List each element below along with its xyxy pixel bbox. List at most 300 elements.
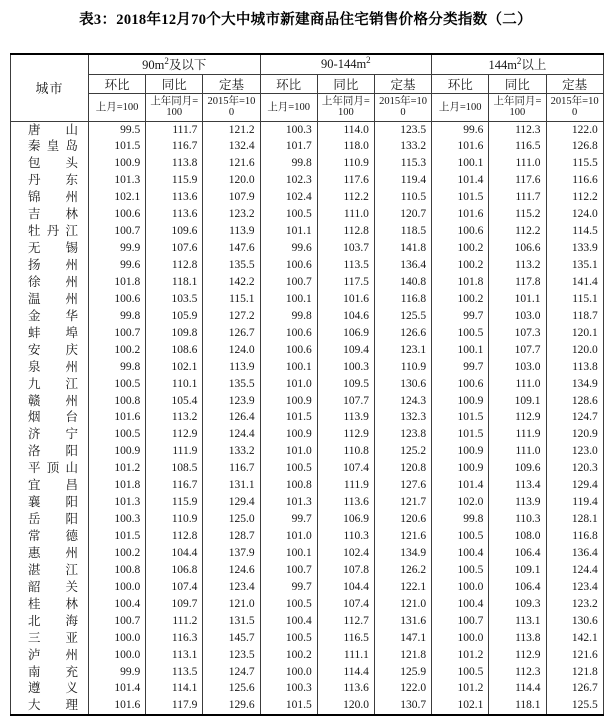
table-row	[11, 138, 604, 155]
base-header-prev-year-2: 上年同月=100	[317, 93, 374, 121]
index-value: 136.4	[374, 257, 431, 274]
index-value: 99.7	[432, 359, 489, 376]
index-value: 110.9	[317, 155, 374, 172]
index-value: 100.1	[260, 291, 317, 308]
index-value: 100.3	[260, 121, 317, 138]
index-value: 100.9	[432, 393, 489, 410]
index-value: 100.0	[89, 579, 146, 596]
index-value: 109.6	[146, 223, 203, 240]
index-value: 136.4	[546, 545, 603, 562]
index-value: 121.2	[203, 121, 260, 138]
city-name: 金华	[28, 308, 78, 323]
index-value: 100.0	[432, 630, 489, 647]
index-value: 113.6	[317, 494, 374, 511]
index-value: 130.7	[374, 697, 431, 715]
index-value: 100.2	[89, 342, 146, 359]
metric-header-fixed-base-1: 定基	[203, 74, 260, 93]
index-value: 132.4	[203, 138, 260, 155]
city-name-cell	[11, 409, 89, 426]
index-value: 109.4	[317, 342, 374, 359]
index-value: 99.6	[89, 257, 146, 274]
index-value: 100.0	[432, 579, 489, 596]
index-value: 112.7	[317, 613, 374, 630]
index-value: 103.7	[317, 240, 374, 257]
city-name: 泉州	[28, 359, 78, 374]
index-value: 116.7	[203, 460, 260, 477]
index-value: 141.4	[546, 274, 603, 291]
index-value: 135.5	[203, 257, 260, 274]
index-value: 134.9	[546, 376, 603, 393]
index-value: 100.7	[260, 562, 317, 579]
index-value: 125.0	[203, 511, 260, 528]
index-value: 100.8	[260, 477, 317, 494]
index-value: 115.9	[146, 494, 203, 511]
index-value: 109.1	[489, 562, 546, 579]
index-value: 111.0	[317, 206, 374, 223]
index-value: 131.5	[203, 613, 260, 630]
base-header-prev-month-3: 上月=100	[432, 93, 489, 121]
index-value: 119.4	[546, 494, 603, 511]
index-value: 101.0	[260, 443, 317, 460]
city-name-cell	[11, 155, 89, 172]
index-value: 123.5	[374, 121, 431, 138]
index-value: 109.1	[489, 393, 546, 410]
index-value: 112.9	[489, 647, 546, 664]
city-name-cell	[11, 223, 89, 240]
index-value: 116.6	[546, 172, 603, 189]
index-value: 124.4	[546, 562, 603, 579]
index-value: 100.4	[432, 596, 489, 613]
city-name: 无锡	[28, 241, 78, 256]
table-row	[11, 376, 604, 393]
table-header	[11, 54, 604, 121]
city-name-cell	[11, 291, 89, 308]
index-value: 126.6	[374, 325, 431, 342]
index-value: 99.9	[89, 664, 146, 681]
index-value: 100.6	[260, 325, 317, 342]
index-value: 101.1	[489, 291, 546, 308]
index-value: 133.2	[374, 138, 431, 155]
index-value: 129.4	[203, 494, 260, 511]
index-value: 118.0	[317, 138, 374, 155]
index-value: 109.5	[317, 376, 374, 393]
index-value: 102.1	[146, 359, 203, 376]
city-name: 锦州	[28, 190, 78, 205]
index-value: 109.7	[146, 596, 203, 613]
index-value: 100.9	[260, 393, 317, 410]
index-value: 100.9	[432, 460, 489, 477]
city-name-cell	[11, 460, 89, 477]
city-name: 吉林	[28, 207, 78, 222]
city-name: 湛江	[28, 562, 78, 577]
index-value: 105.4	[146, 393, 203, 410]
index-value: 101.3	[89, 494, 146, 511]
index-value: 100.7	[432, 613, 489, 630]
index-value: 140.8	[374, 274, 431, 291]
index-value: 128.6	[546, 393, 603, 410]
city-name-cell	[11, 664, 89, 681]
index-value: 116.3	[146, 630, 203, 647]
table-row	[11, 409, 604, 426]
index-value: 113.9	[203, 359, 260, 376]
index-value: 100.9	[260, 426, 317, 443]
index-value: 101.2	[432, 647, 489, 664]
index-value: 115.1	[546, 291, 603, 308]
index-value: 100.4	[89, 596, 146, 613]
index-value: 108.0	[489, 528, 546, 545]
index-value: 113.2	[146, 409, 203, 426]
table-row	[11, 443, 604, 460]
index-value: 111.9	[317, 477, 374, 494]
index-value: 111.0	[489, 376, 546, 393]
index-value: 100.2	[432, 257, 489, 274]
index-value: 115.2	[489, 206, 546, 223]
index-value: 123.4	[203, 579, 260, 596]
index-value: 113.6	[146, 206, 203, 223]
table-row	[11, 257, 604, 274]
index-value: 119.4	[374, 172, 431, 189]
index-value: 100.0	[89, 630, 146, 647]
group-header-row	[11, 54, 604, 74]
index-value: 111.0	[489, 155, 546, 172]
index-value: 132.3	[374, 409, 431, 426]
index-value: 100.8	[89, 562, 146, 579]
index-value: 112.9	[146, 426, 203, 443]
index-value: 113.9	[489, 494, 546, 511]
index-value: 125.6	[203, 680, 260, 697]
index-value: 101.3	[89, 172, 146, 189]
index-value: 113.4	[489, 477, 546, 494]
index-value: 123.5	[203, 647, 260, 664]
city-name: 韶关	[28, 579, 78, 594]
index-value: 117.6	[317, 172, 374, 189]
group-header-90-144	[260, 54, 432, 74]
index-value: 147.6	[203, 240, 260, 257]
index-value: 127.2	[203, 308, 260, 325]
index-value: 100.3	[260, 680, 317, 697]
index-value: 107.4	[317, 460, 374, 477]
base-header-2015-2: 2015年=100	[374, 93, 431, 121]
index-value: 101.6	[89, 697, 146, 715]
index-value: 115.3	[374, 155, 431, 172]
index-value: 106.6	[489, 240, 546, 257]
index-value: 117.9	[146, 697, 203, 715]
index-value: 111.1	[317, 647, 374, 664]
metric-header-mom-3: 环比	[432, 74, 489, 93]
index-value: 100.6	[260, 257, 317, 274]
base-header-2015-1: 2015年=100	[203, 93, 260, 121]
index-value: 100.5	[432, 562, 489, 579]
index-value: 113.8	[146, 155, 203, 172]
index-value: 101.8	[432, 274, 489, 291]
city-name-cell	[11, 630, 89, 647]
table-row	[11, 680, 604, 697]
index-value: 108.5	[146, 460, 203, 477]
superscript-2: 2	[164, 56, 169, 67]
city-name-cell	[11, 545, 89, 562]
index-value: 116.7	[146, 477, 203, 494]
city-name-cell	[11, 443, 89, 460]
index-value: 113.8	[546, 359, 603, 376]
index-value: 118.5	[374, 223, 431, 240]
city-name-cell	[11, 342, 89, 359]
table-row	[11, 240, 604, 257]
index-value: 101.5	[89, 138, 146, 155]
city-name-cell	[11, 325, 89, 342]
table-row	[11, 460, 604, 477]
index-value: 103.0	[489, 359, 546, 376]
index-value: 114.0	[317, 121, 374, 138]
index-value: 114.5	[546, 223, 603, 240]
index-value: 101.4	[432, 172, 489, 189]
index-value: 100.5	[260, 206, 317, 223]
index-value: 131.1	[203, 477, 260, 494]
index-value: 130.6	[374, 376, 431, 393]
index-value: 113.8	[489, 630, 546, 647]
index-value: 101.5	[89, 528, 146, 545]
table-row	[11, 664, 604, 681]
index-value: 100.9	[89, 443, 146, 460]
index-value: 117.5	[317, 274, 374, 291]
table-row	[11, 189, 604, 206]
index-value: 100.7	[260, 274, 317, 291]
city-name: 桂林	[28, 596, 78, 611]
index-value: 102.4	[317, 545, 374, 562]
table-body	[11, 121, 604, 715]
index-value: 135.5	[203, 376, 260, 393]
index-value: 99.7	[260, 511, 317, 528]
index-value: 127.6	[374, 477, 431, 494]
index-value: 123.2	[546, 596, 603, 613]
index-value: 111.7	[489, 189, 546, 206]
group-label: 90m	[142, 58, 165, 73]
index-value: 121.8	[374, 647, 431, 664]
city-name: 平顶山	[28, 461, 78, 476]
index-value: 104.4	[146, 545, 203, 562]
index-value: 110.8	[317, 443, 374, 460]
index-value: 102.0	[432, 494, 489, 511]
index-value: 121.6	[374, 528, 431, 545]
index-value: 100.6	[432, 223, 489, 240]
table-row	[11, 291, 604, 308]
index-value: 102.3	[260, 172, 317, 189]
index-value: 99.8	[260, 308, 317, 325]
index-value: 101.6	[89, 409, 146, 426]
index-value: 100.4	[432, 545, 489, 562]
index-value: 107.7	[317, 393, 374, 410]
index-value: 125.9	[374, 664, 431, 681]
index-value: 100.3	[89, 511, 146, 528]
table-row	[11, 274, 604, 291]
index-value: 104.4	[317, 579, 374, 596]
city-name-cell	[11, 172, 89, 189]
index-value: 142.1	[546, 630, 603, 647]
index-value: 101.0	[260, 376, 317, 393]
index-value: 141.8	[374, 240, 431, 257]
index-value: 100.4	[260, 613, 317, 630]
index-value: 110.3	[489, 511, 546, 528]
index-value: 101.5	[260, 409, 317, 426]
city-name: 洛阳	[28, 444, 78, 459]
table-row	[11, 477, 604, 494]
city-name: 襄阳	[28, 495, 78, 510]
group-header-under-90	[89, 54, 261, 74]
index-value: 133.9	[546, 240, 603, 257]
group-label-suffix: 以上	[521, 58, 547, 73]
city-name: 岳阳	[28, 512, 78, 527]
index-value: 122.1	[374, 579, 431, 596]
index-value: 126.2	[374, 562, 431, 579]
index-value: 111.2	[146, 613, 203, 630]
index-value: 106.9	[317, 325, 374, 342]
index-value: 104.6	[317, 308, 374, 325]
index-value: 113.6	[317, 680, 374, 697]
price-index-table	[10, 53, 604, 716]
base-header-prev-year-1: 上年同月=100	[146, 93, 203, 121]
city-name-cell	[11, 680, 89, 697]
index-value: 100.5	[89, 376, 146, 393]
index-value: 129.4	[546, 477, 603, 494]
index-value: 130.6	[546, 613, 603, 630]
city-name-cell	[11, 359, 89, 376]
index-value: 123.0	[546, 443, 603, 460]
index-value: 123.4	[546, 579, 603, 596]
index-value: 101.8	[89, 274, 146, 291]
index-value: 110.9	[374, 359, 431, 376]
index-value: 110.9	[146, 511, 203, 528]
index-value: 120.9	[546, 426, 603, 443]
index-value: 101.2	[432, 680, 489, 697]
index-value: 99.8	[432, 511, 489, 528]
city-name-cell	[11, 393, 89, 410]
city-name: 北海	[28, 613, 78, 628]
index-value: 111.7	[146, 121, 203, 138]
table-row	[11, 308, 604, 325]
index-value: 120.8	[374, 460, 431, 477]
index-value: 99.5	[89, 121, 146, 138]
index-value: 117.8	[489, 274, 546, 291]
index-value: 120.0	[203, 172, 260, 189]
index-value: 135.1	[546, 257, 603, 274]
city-name: 常德	[28, 529, 78, 543]
index-value: 100.2	[432, 291, 489, 308]
index-value: 142.2	[203, 274, 260, 291]
index-value: 125.5	[546, 697, 603, 715]
index-value: 100.9	[89, 155, 146, 172]
index-value: 120.3	[546, 460, 603, 477]
index-value: 112.2	[489, 223, 546, 240]
index-value: 145.7	[203, 630, 260, 647]
index-value: 100.2	[89, 545, 146, 562]
index-value: 99.8	[89, 308, 146, 325]
index-value: 114.4	[489, 680, 546, 697]
index-value: 101.5	[432, 409, 489, 426]
table-row	[11, 223, 604, 240]
base-header-2015-3: 2015年=100	[546, 93, 603, 121]
city-name-cell	[11, 121, 89, 138]
index-value: 100.5	[432, 664, 489, 681]
index-value: 100.1	[432, 155, 489, 172]
index-value: 101.3	[260, 494, 317, 511]
index-value: 101.1	[260, 223, 317, 240]
index-value: 124.6	[203, 562, 260, 579]
table-row	[11, 596, 604, 613]
city-name-cell	[11, 308, 89, 325]
index-value: 99.7	[260, 579, 317, 596]
index-value: 123.2	[203, 206, 260, 223]
index-value: 100.5	[260, 460, 317, 477]
index-value: 102.1	[432, 697, 489, 715]
city-name: 烟台	[28, 410, 78, 425]
index-value: 110.5	[374, 189, 431, 206]
index-value: 100.5	[260, 630, 317, 647]
city-name: 济宁	[28, 427, 78, 442]
index-value: 134.9	[374, 545, 431, 562]
index-value: 101.7	[260, 138, 317, 155]
index-value: 100.6	[89, 291, 146, 308]
city-name: 三亚	[28, 630, 78, 645]
index-value: 101.2	[89, 460, 146, 477]
base-header-prev-month-1: 上月=100	[89, 93, 146, 121]
table-row	[11, 426, 604, 443]
index-value: 123.1	[374, 342, 431, 359]
city-name-cell	[11, 647, 89, 664]
index-value: 115.1	[203, 291, 260, 308]
index-value: 116.5	[489, 138, 546, 155]
index-value: 101.6	[432, 138, 489, 155]
index-value: 101.0	[260, 528, 317, 545]
index-value: 116.5	[317, 630, 374, 647]
city-name-cell	[11, 206, 89, 223]
index-value: 118.7	[546, 308, 603, 325]
table-row	[11, 206, 604, 223]
index-value: 115.9	[146, 172, 203, 189]
table-row	[11, 630, 604, 647]
index-value: 121.6	[203, 155, 260, 172]
city-name-cell	[11, 240, 89, 257]
index-value: 116.8	[374, 291, 431, 308]
index-value: 102.4	[260, 189, 317, 206]
city-name-cell	[11, 697, 89, 715]
index-value: 124.0	[546, 206, 603, 223]
city-column-header: 城市	[11, 54, 89, 121]
metric-header-yoy-1: 同比	[146, 74, 203, 93]
index-value: 107.4	[317, 596, 374, 613]
index-value: 124.7	[203, 664, 260, 681]
city-name-cell	[11, 528, 89, 545]
index-value: 99.8	[260, 155, 317, 172]
city-name: 惠州	[28, 545, 78, 560]
index-value: 112.8	[146, 257, 203, 274]
table-row	[11, 545, 604, 562]
group-header-over-144	[432, 54, 604, 74]
index-value: 122.0	[374, 680, 431, 697]
group-label-suffix: 及以下	[168, 58, 207, 73]
index-value: 105.9	[146, 308, 203, 325]
index-value: 147.1	[374, 630, 431, 647]
group-label: 144m	[488, 58, 517, 73]
metric-header-fixed-base-2: 定基	[374, 74, 431, 93]
index-value: 107.4	[146, 579, 203, 596]
index-value: 109.8	[146, 325, 203, 342]
table-row	[11, 579, 604, 596]
index-value: 114.4	[317, 664, 374, 681]
city-name-cell	[11, 274, 89, 291]
city-name-cell	[11, 477, 89, 494]
index-value: 112.9	[317, 426, 374, 443]
table-row	[11, 155, 604, 172]
index-value: 124.4	[203, 426, 260, 443]
